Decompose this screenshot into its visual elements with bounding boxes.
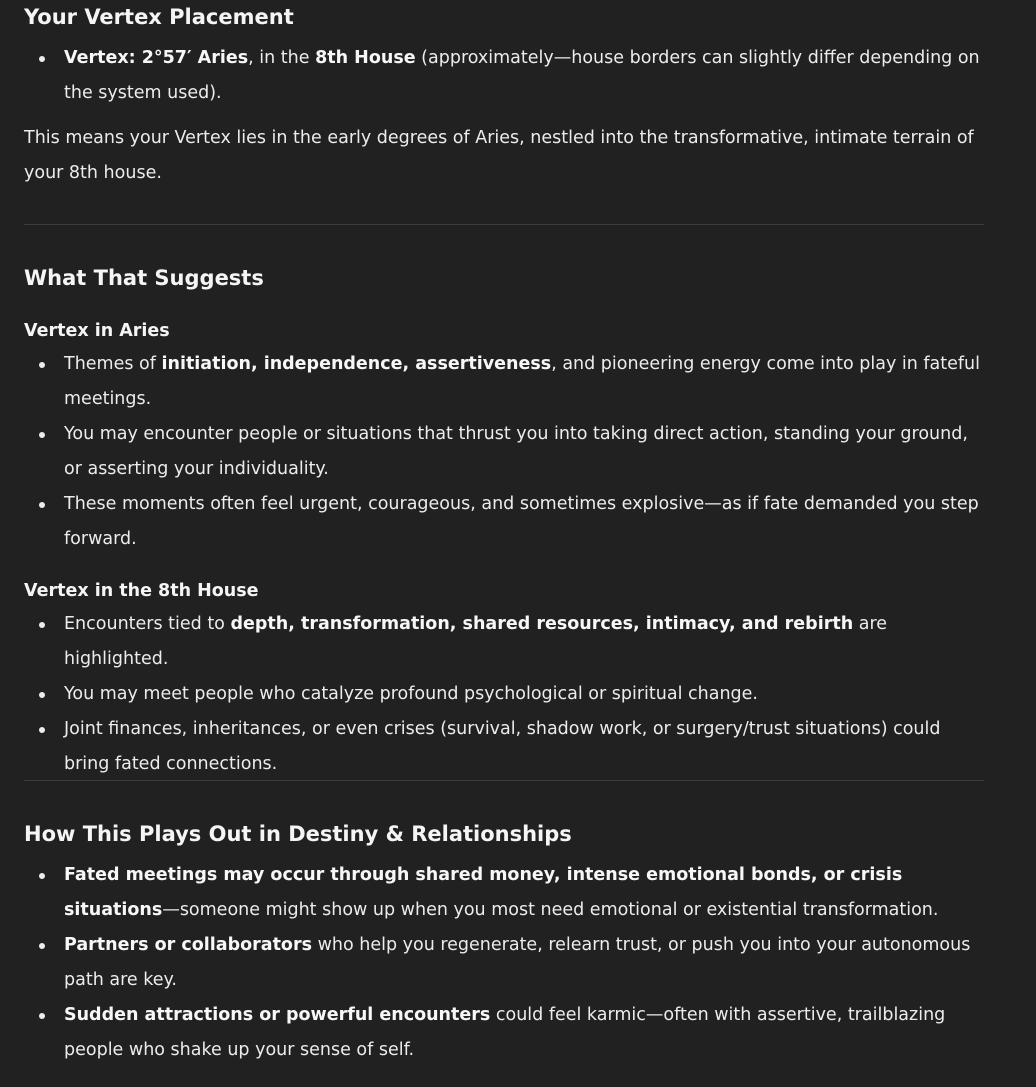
text-span: Encounters tied to <box>64 614 231 634</box>
bold-text: initiation, independence, assertiveness <box>161 354 552 374</box>
vertex-house: 8th House <box>315 48 416 68</box>
list-item <box>64 417 984 487</box>
section-title-destiny-relationships: How This Plays Out in Destiny & Relationships <box>24 822 572 846</box>
bold-text: Sudden attractions or powerful encounters <box>64 1005 491 1025</box>
vertex-in-8th-house-list <box>24 607 1024 782</box>
text-span: —someone might show up when you most need emotional or existential transformation. <box>162 900 939 920</box>
section-divider <box>24 780 984 781</box>
text-span: who help you regenerate, relearn trust, or push you into your autonomous path are key. <box>64 935 971 990</box>
list-item <box>64 607 984 677</box>
list-item <box>64 677 984 712</box>
text-span: , in the <box>248 48 316 68</box>
bold-text: depth, transformation, shared resources, intimacy, and rebirth <box>230 614 854 634</box>
section-title-what-that-suggests: What That Suggests <box>24 266 264 290</box>
vertex-in-aries-list <box>24 347 1024 557</box>
list-item <box>64 487 984 557</box>
text-span: , and pioneering energy come into play in fateful meetings. <box>64 354 981 409</box>
text-span: You may meet people who catalyze profound psychological or spiritual change. <box>64 684 758 704</box>
text-span: (approximately—house borders can slightly differ depending on the system used). <box>64 48 980 103</box>
section-title-vertex-placement: Your Vertex Placement <box>24 5 294 29</box>
vertex-summary-paragraph: This means your Vertex lies in the early degrees of Aries, nestled into the transformative, intimate terrain of your 8th house. <box>24 128 974 183</box>
text-span: These moments often feel urgent, courageous, and sometimes explosive—as if fate demanded you step forward. <box>64 494 979 549</box>
vertex-placement-list <box>24 41 1024 111</box>
destiny-relationships-list <box>24 858 1024 1068</box>
subsection-title-vertex-in-aries: Vertex in Aries <box>24 321 170 341</box>
list-item <box>64 858 984 928</box>
text-span: Themes of <box>64 354 162 374</box>
bold-text: Partners or collaborators <box>64 935 312 955</box>
list-item <box>64 928 984 998</box>
section-divider <box>24 224 984 225</box>
list-item <box>64 998 984 1068</box>
list-item <box>64 712 984 782</box>
text-span: could feel karmic—often with assertive, trailblazing people who shake up your sense of self. <box>64 1005 946 1060</box>
text-span: Joint finances, inheritances, or even crises (survival, shadow work, or surgery/trust situations) could bring fated connections. <box>64 719 941 774</box>
subsection-title-vertex-in-8th-house: Vertex in the 8th House <box>24 581 259 601</box>
list-item <box>64 41 984 111</box>
vertex-position: Vertex: 2°57′ Aries <box>64 48 249 68</box>
text-span: You may encounter people or situations that thrust you into taking direct action, standing your ground, or asserting your individuality. <box>64 424 968 479</box>
text-span: are highlighted. <box>64 614 888 669</box>
list-item <box>64 347 984 417</box>
bold-text: Fated meetings may occur through shared money, intense emotional bonds, or crisis situations <box>64 865 903 920</box>
